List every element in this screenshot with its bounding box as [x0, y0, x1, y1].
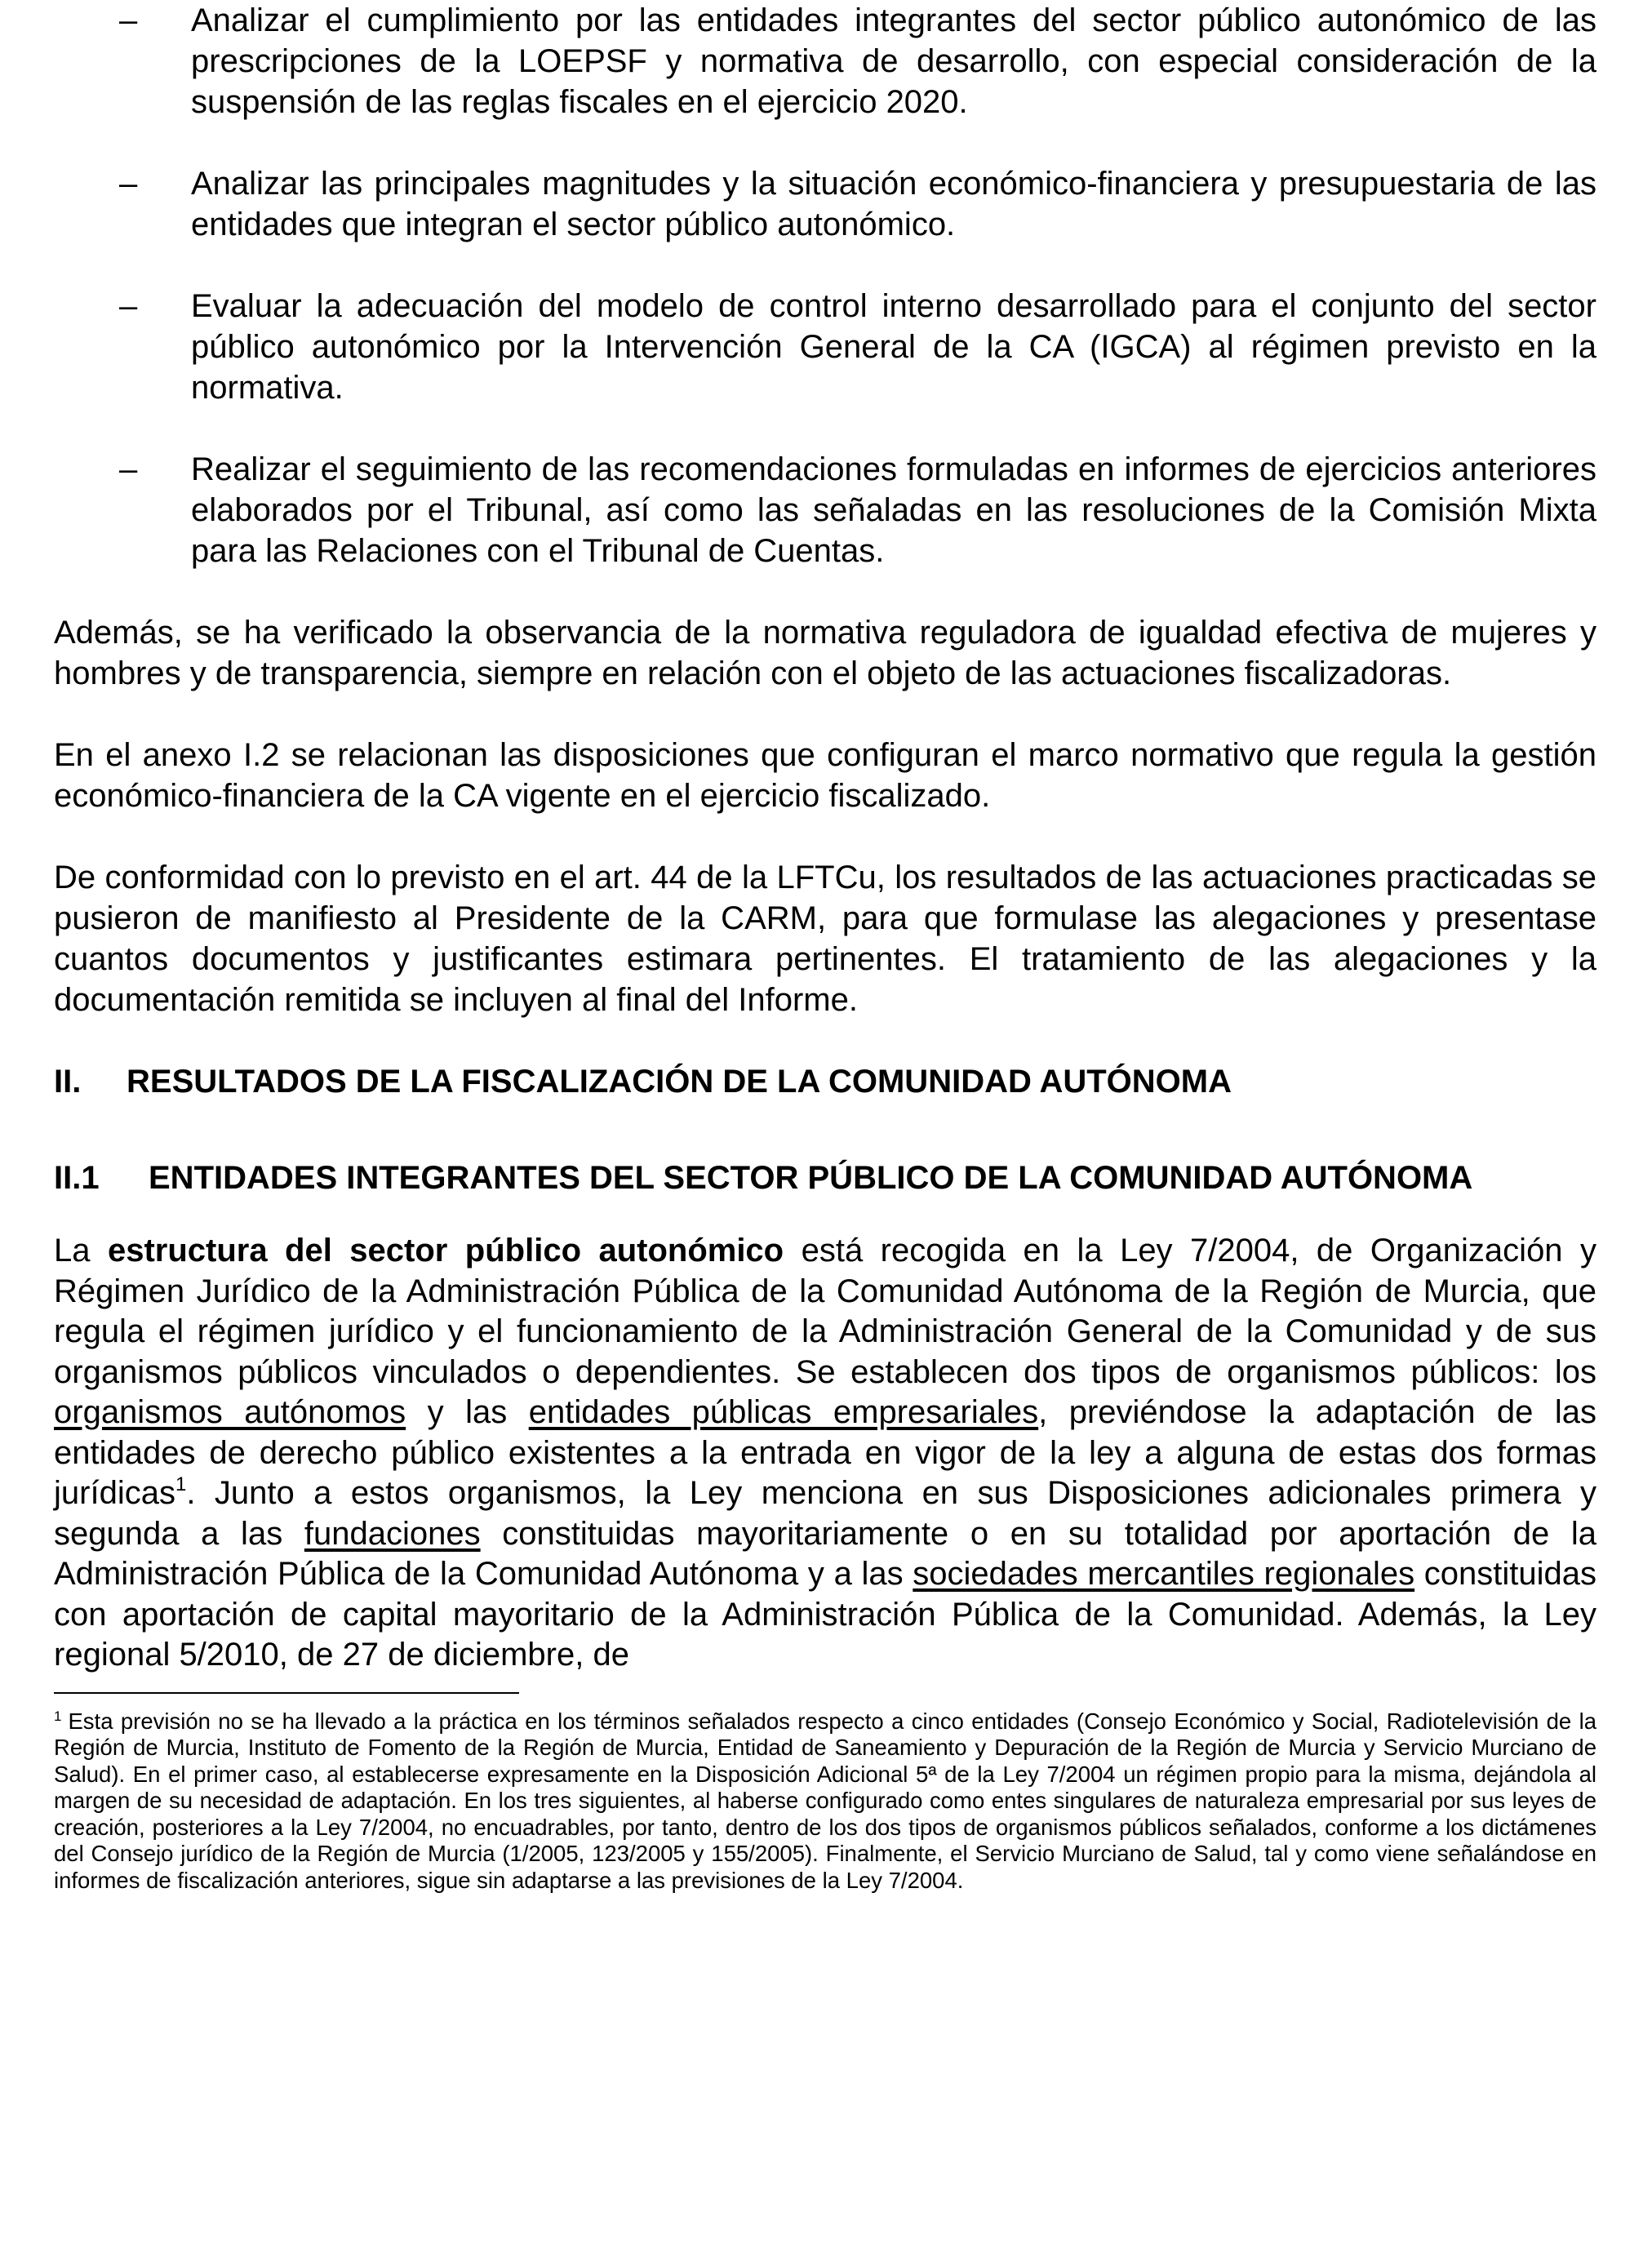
list-item: [54, 286, 1596, 408]
dash-bullet: –: [119, 451, 138, 487]
paragraph-equality: Además, se ha verificado la observancia de la normativa reguladora de igualdad efectiva de mujeres y hombres y de transparencia, siempre en relación con el objeto de las actuaciones fiscalizadoras.: [54, 615, 1596, 691]
paragraph-allegations: De conformidad con lo previsto en el art. 44 de la LFTCu, los resultados de las actuaciones practicadas se pusieron de manifiesto al Presidente de la CARM, para que formulase las alegaciones y presentase cuantos documentos y justificantes estimara pertinentes. El tratamiento de las alegaciones y la documentación remitida se incluyen al final del Informe.: [54, 860, 1596, 1018]
footnote-mark: 1: [54, 1708, 62, 1724]
list-item-text: Analizar las principales magnitudes y la situación económico-financiera y presupuestaria de las entidades que integran el sector público autonómico.: [191, 166, 1596, 242]
dash-bullet: –: [119, 166, 138, 202]
document-page: [54, 0, 1596, 1894]
list-item-text: Evaluar la adecuación del modelo de control interno desarrollado para el conjunto del sector público autonómico por la Intervención General de la CA (IGCA) al régimen previsto en la normativa.: [191, 288, 1596, 406]
structure-paragraph: La estructura del sector público autonómico está recogida en la Ley 7/2004, de Organización y Régimen Jurídico de la Administración Pública de la Comunidad Autónoma de la Región de Murcia, que regula el régimen jurídico y el funcionamiento de la Administración General de la Comunidad y de sus organismos públicos vinculados o dependientes. Se establecen dos tipos de organismos públicos: los organismos autónomos y las entidades públicas empresariales, previéndose la adaptación de las entidades de derecho público existentes a la entrada en vigor de la ley a alguna de estas dos formas jurídicas$^1$. Junto a estos organismos, la Ley menciona en sus Disposiciones adicionales primera y segunda a las fundaciones constituidas mayoritariamente o en su totalidad por aportación de la Administración Pública de la Comunidad Autónoma y a las sociedades mercantiles regionales constituidas con aportación de capital mayoritario de la Administración Pública de la Comunidad. Además, la Ley regional 5/2010, de 27 de diciembre, de: [54, 1233, 1597, 1673]
list-item: [54, 163, 1596, 245]
footnote-reference: 1: [175, 1473, 187, 1495]
footnote: [54, 1708, 1596, 1895]
section-heading: [54, 1061, 1596, 1102]
list-item-text: Analizar el cumplimiento por las entidades integrantes del sector público autonómico de las prescripciones de la LOEPSF y normativa de desarrollo, con especial consideración de la suspensión de las reglas fiscales en el ejercicio 2020.: [191, 2, 1596, 120]
paragraph-annex: En el anexo I.2 se relacionan las disposiciones que configuran el marco normativo que regula la gestión económico-financiera de la CA vigente en el ejercicio fiscalizado.: [54, 737, 1596, 814]
section-number: II.: [54, 1064, 82, 1100]
list-item: [54, 0, 1596, 122]
dash-bullet: –: [119, 2, 138, 38]
underlined-term: organismos autónomos: [54, 1394, 406, 1430]
footnote-text: Esta previsión no se ha llevado a la práctica en los términos señalados respecto a cinco entidades (Consejo Económico y Social, Radiotelevisión de la Región de Murcia, Instituto de Fomento de la Región de Murcia, Entidad de Saneamiento y Depuración de la Región de Murcia y Servicio Murciano de Salud). En el primer caso, al establecerse expresamente en la Disposición Adicional 5ª de la Ley 7/2004 un régimen propio para la misma, dejándola al margen de su necesidad de adaptación. En los tres siguientes, al haberse configurado como entes singulares de naturaleza empresarial por sus leyes de creación, posteriores a la Ley 7/2004, no encuadrables, por tanto, dentro de los dos tipos de organismos públicos señalados, conforme a los dictámenes del Consejo jurídico de la Región de Murcia (1/2005, 123/2005 y 155/2005). Finalmente, el Servicio Murciano de Salud, tal y como viene señalándose en informes de fiscalización anteriores, sigue sin adaptarse a las previsiones de la Ley 7/2004.: [54, 1708, 1596, 1893]
subsection-title: ENTIDADES INTEGRANTES DEL SECTOR PÚBLICO DE LA COMUNIDAD AUTÓNOMA: [149, 1160, 1473, 1196]
footnote-separator: [54, 1692, 519, 1694]
section-title: RESULTADOS DE LA FISCALIZACIÓN DE LA COMUNIDAD AUTÓNOMA: [127, 1064, 1232, 1100]
dash-bullet: –: [119, 288, 138, 324]
subsection-number: II.1: [54, 1160, 100, 1196]
underlined-term: entidades públicas empresariales: [528, 1394, 1039, 1430]
objectives-list: [54, 0, 1596, 571]
bold-term: estructura del sector público autonómico: [107, 1233, 784, 1269]
underlined-term: fundaciones: [304, 1515, 481, 1552]
list-item-text: Realizar el seguimiento de las recomendaciones formuladas en informes de ejercicios anteriores elaborados por el Tribunal, así como las señaladas en las resoluciones de la Comisión Mixta para las Relaciones con el Tribunal de Cuentas.: [191, 451, 1596, 569]
list-item: [54, 449, 1596, 571]
underlined-term: sociedades mercantiles regionales: [913, 1556, 1415, 1592]
subsection-heading: [54, 1157, 1596, 1198]
